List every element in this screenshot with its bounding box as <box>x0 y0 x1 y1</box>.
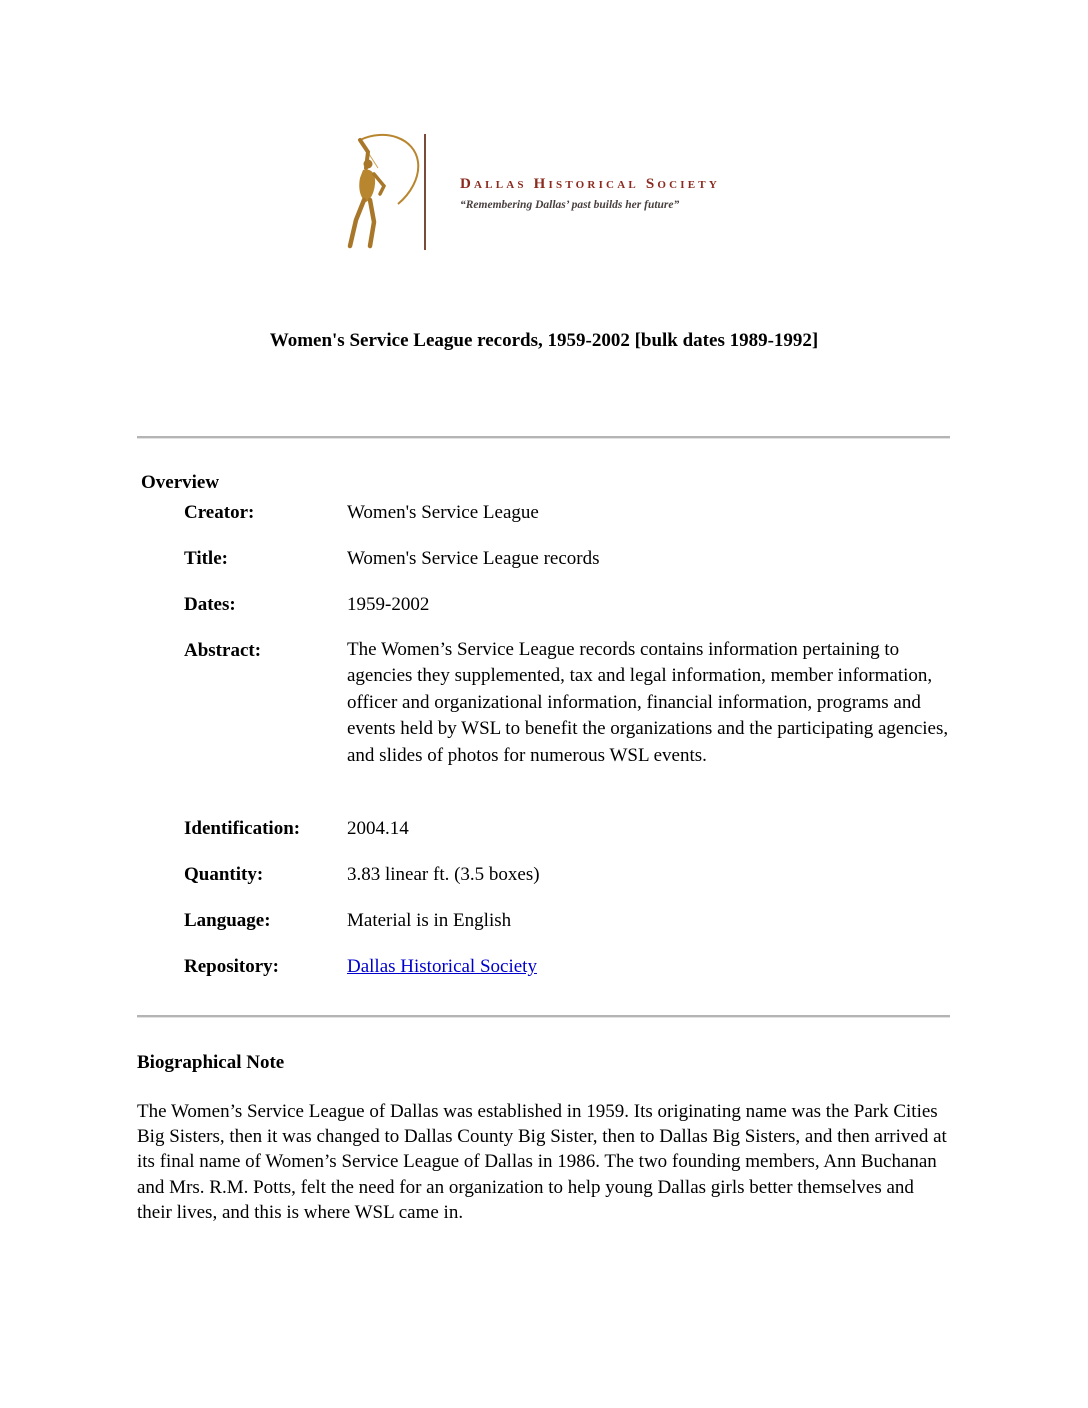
dates-value: 1959-2002 <box>347 594 430 615</box>
identification-label: Identification: <box>184 818 301 839</box>
logo-tagline: “Remembering Dallas’ past builds her future” <box>460 199 680 211</box>
creator-value: Women's Service League <box>347 502 539 523</box>
title-value: Women's Service League records <box>347 548 600 569</box>
quantity-label: Quantity: <box>184 864 264 885</box>
identification-value: 2004.14 <box>347 818 409 839</box>
language-value: Material is in English <box>347 910 512 931</box>
abstract-value: The Women’s Service League records contains information pertaining to agencies they supplemented, tax and legal information, member information, officer and organizational information, financial information, programs and events held by WSL to benefit the organizations and the participating agencies, and slides of photos for numerous WSL events. <box>347 639 949 766</box>
logo-divider <box>424 134 426 250</box>
dates-label: Dates: <box>184 594 236 615</box>
dallas-historical-society-logo <box>330 128 780 252</box>
document-title: Women's Service League records, 1959-2002 [bulk dates 1989-1992] <box>269 330 819 351</box>
title-label: Title: <box>184 548 228 569</box>
divider-bottom <box>137 1015 950 1018</box>
repository-link[interactable]: Dallas Historical Society <box>347 956 537 977</box>
repository-label: Repository: <box>184 956 279 977</box>
biographical-note-heading: Biographical Note <box>137 1052 285 1073</box>
language-label: Language: <box>184 910 271 931</box>
creator-label: Creator: <box>184 502 255 523</box>
divider-top <box>137 436 950 439</box>
biographical-note-text: The Women’s Service League of Dallas was established in 1959. Its originating name was the Park Cities Big Sisters, then it was changed to Dallas County Big Sister, then to Dallas Big Sisters, and then arrived at its final name of Women’s Service League of Dallas in 1986. The two founding members, Ann Buchanan and Mrs. R.M. Potts, felt the need for an organization to help young Dallas girls better themselves and their lives, and this is where WSL came in. <box>137 1101 947 1223</box>
abstract-label: Abstract: <box>184 640 262 661</box>
archer-statue-icon <box>330 128 422 252</box>
logo-organization-name: Dallas Historical Society <box>460 176 720 192</box>
overview-heading: Overview <box>141 472 220 493</box>
repository-value <box>347 956 537 978</box>
quantity-value: 3.83 linear ft. (3.5 boxes) <box>347 864 540 885</box>
